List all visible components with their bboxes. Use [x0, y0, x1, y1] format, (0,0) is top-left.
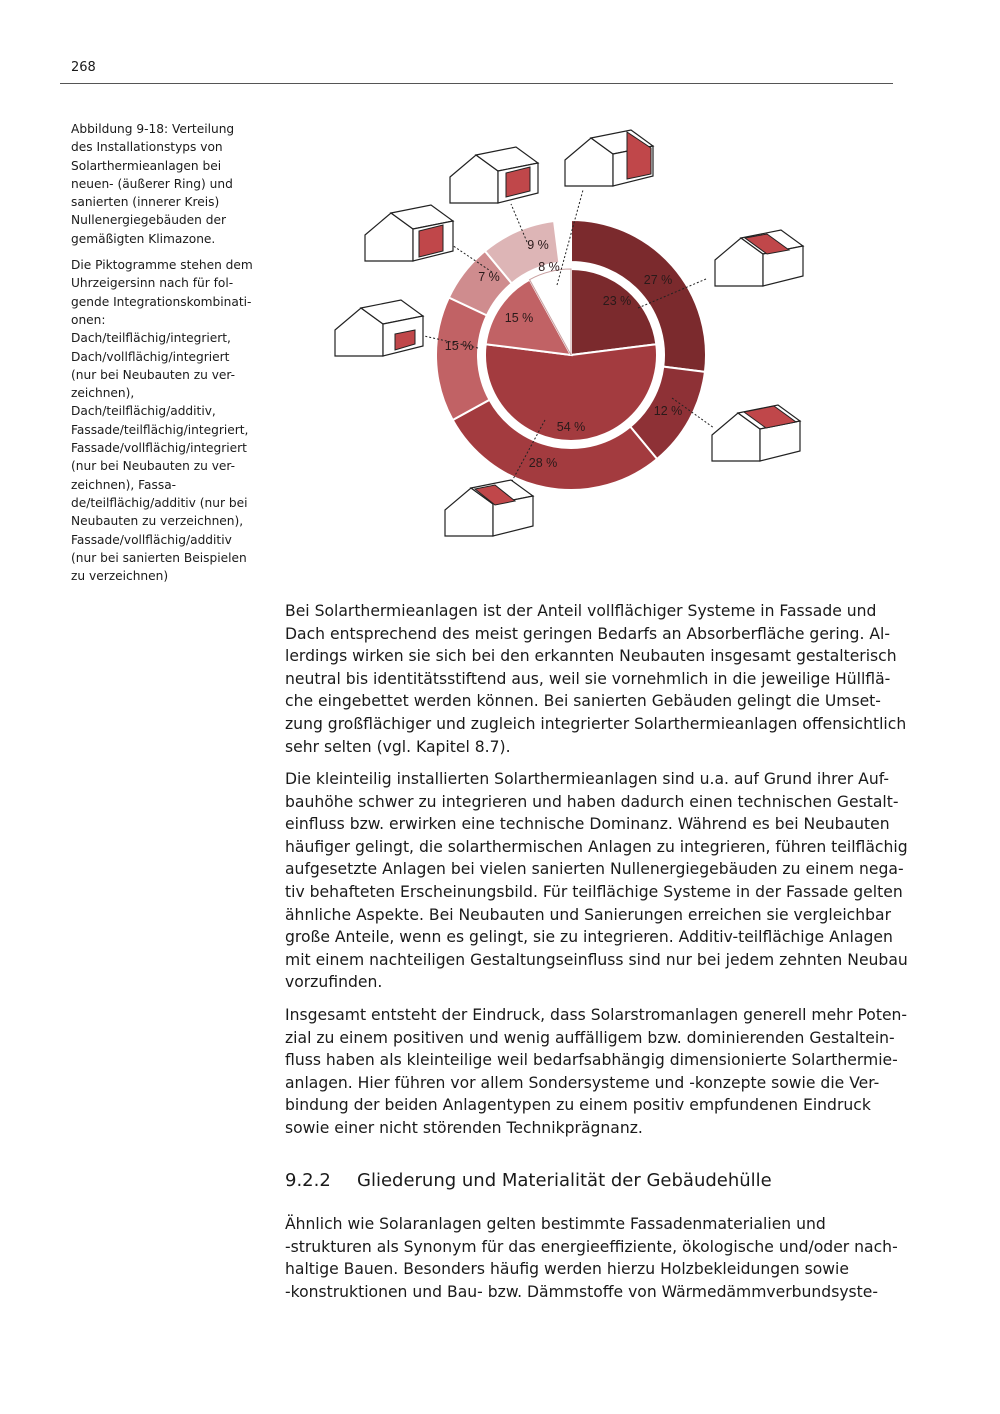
- inner-slice-label: 54 %: [556, 420, 586, 434]
- caption-line: gemäßigten Klimazone.: [71, 231, 216, 246]
- body-paragraph: [285, 600, 907, 758]
- caption-line: (nur bei sanierten Beispielen: [71, 550, 247, 565]
- page-number: 268: [71, 60, 96, 75]
- house-icon-facade-full-integrated: [365, 205, 453, 261]
- installation-type-donut-chart: [280, 110, 920, 570]
- body-line: Bei Solarthermieanlagen ist der Anteil vollflächiger Systeme in Fassade und: [285, 602, 877, 620]
- house-icon-facade-integrated: [565, 130, 653, 186]
- caption-line: des Installationstyps von: [71, 140, 223, 155]
- body-line: sehr selten (vgl. Kapitel 8.7).: [285, 737, 511, 756]
- caption-line: Fassade/teilflächig/integriert,: [71, 422, 249, 437]
- body-line: bauhöhe schwer zu integrieren und haben dadurch einen technischen Gestalt-: [285, 792, 899, 811]
- body-line: che eingebettet werden können. Bei sanierten Gebäuden gelingt die Umset-: [285, 692, 881, 711]
- body-paragraph: [285, 1004, 908, 1140]
- caption-line: Dach/teilflächig/integriert,: [71, 331, 231, 346]
- solar-panel-mark: [419, 225, 443, 257]
- inner-slice-label: 15 %: [504, 311, 534, 325]
- house-icon-roof-full-integrated: [712, 405, 800, 461]
- caption-line: Neubauten zu verzeichnen),: [71, 514, 244, 529]
- house-icon-facade-partial-additive: [450, 147, 538, 203]
- body-paragraph: [285, 768, 908, 994]
- body-line: zial zu einem positiven und wenig auffälligem bzw. dominierenden Gestaltein-: [285, 1028, 895, 1047]
- header-rule: [60, 83, 893, 84]
- caption-line: Nullenergiegebäuden der: [71, 213, 226, 228]
- caption-line: onen:: [71, 312, 106, 327]
- body-line: große Anteile, wenn es gelingt, sie zu integrieren. Additiv-teilflächige Anlagen: [285, 928, 893, 947]
- body-line: -strukturen als Synonym für das energieeffiziente, ökologische und/oder nach-: [285, 1237, 898, 1256]
- body-line: sowie einer nicht störenden Technikprägnanz.: [285, 1118, 643, 1137]
- body-line: häufiger gelingt, die solarthermischen Anlagen zu integrieren, führen teilflächig: [285, 837, 908, 856]
- body-line: Ähnlich wie Solaranlagen gelten bestimmte Fassadenmaterialien und: [285, 1215, 826, 1233]
- body-line: fluss haben als kleinteilige weil bedarfsabhängig dimensionierte Solarthermie-: [285, 1051, 898, 1070]
- caption-line: zu verzeichnen): [71, 569, 169, 584]
- body-paragraph: [285, 1213, 898, 1303]
- body-line: vorzufinden.: [285, 973, 383, 992]
- outer-ring-slice: [436, 298, 490, 421]
- caption-description: [71, 256, 261, 585]
- caption-line: Fassade/vollflächig/additiv: [71, 532, 232, 547]
- caption-line: neuen- (äußerer Ring) und: [71, 176, 233, 191]
- caption-line: Abbildung 9-18: Verteilung: [71, 122, 235, 136]
- house-icon-roof-partial-additive: [445, 480, 533, 536]
- inner-slice-label: 23 %: [602, 294, 632, 308]
- body-line: Dach entsprechend des meist geringen Bedarfs an Absorberfläche gering. Al-: [285, 624, 890, 643]
- caption-line: zeichnen), Fassa-: [71, 477, 177, 492]
- body-line: neutral bis identitätsstiftend aus, weil sie vornehmlich in die jeweilige Hüllflä-: [285, 669, 891, 688]
- section-heading: [285, 1170, 772, 1191]
- caption-line: Solarthermieanlagen bei: [71, 158, 222, 173]
- body-line: bindung der beiden Anlagentypen zu einem positiv empfundenen Eindruck: [285, 1096, 871, 1115]
- body-line: haltige Bauen. Besonders häufig werden hierzu Holzbekleidungen sowie: [285, 1260, 849, 1279]
- caption-title: [71, 120, 261, 248]
- body-line: lerdings wirken sie sich bei den erkannten Neubauten insgesamt gestalterisch: [285, 647, 897, 666]
- caption-line: Dach/vollflächig/integriert: [71, 349, 230, 364]
- caption-line: (nur bei Neubauten zu ver-: [71, 367, 236, 382]
- caption-line: Uhrzeigersinn nach für fol-: [71, 276, 234, 291]
- caption-line: gende Integrationskombinati-: [71, 294, 252, 309]
- section-number: 9.2.2: [285, 1170, 331, 1191]
- caption-line: (nur bei Neubauten zu ver-: [71, 459, 236, 474]
- outer-slice-label: 27 %: [643, 273, 673, 287]
- body-line: einfluss bzw. erwirken eine technische Dominanz. Während es bei Neubauten: [285, 815, 890, 834]
- body-line: -konstruktionen und Bau- bzw. Dämmstoffe von Wärmedämmverbundsyste-: [285, 1282, 879, 1301]
- house-icon-facade-partial-integrated: [335, 300, 423, 356]
- inner-slice-label: 8 %: [538, 260, 560, 274]
- outer-slice-label: 28 %: [528, 456, 558, 470]
- caption-line: sanierten (innerer Kreis): [71, 195, 220, 210]
- caption-line: de/teilflächig/additiv (nur bei: [71, 495, 248, 510]
- body-line: aufgesetzte Anlagen bei vielen sanierten Nullenergiegebäuden zu einem nega-: [285, 860, 904, 879]
- section-title: Gliederung und Materialität der Gebäudehülle: [357, 1170, 772, 1191]
- body-line: ähnliche Aspekte. Bei Neubauten und Sanierungen erreichen sie vergleichbar: [285, 905, 891, 924]
- body-line: mit einem nachteiligen Gestaltungseinfluss sind nur bei jedem zehnten Neubau: [285, 950, 908, 969]
- figure-caption: [71, 120, 261, 593]
- outer-slice-label: 12 %: [653, 404, 683, 418]
- body-line: zung großflächiger und zugleich integrierter Solarthermieanlagen offensichtlich: [285, 714, 907, 733]
- outer-slice-label: 7 %: [478, 270, 500, 284]
- body-line: anlagen. Hier führen vor allem Sondersysteme und -konzepte sowie die Ver-: [285, 1073, 880, 1092]
- caption-line: Die Piktogramme stehen dem: [71, 258, 253, 273]
- body-line: Die kleinteilig installierten Solarthermieanlagen sind u.a. auf Grund ihrer Auf-: [285, 770, 889, 788]
- caption-line: zeichnen),: [71, 386, 135, 401]
- outer-slice-label: 9 %: [527, 238, 549, 252]
- house-icon-roof-partial-integrated: [715, 230, 803, 286]
- body-line: tiv behafteten Erscheinungsbild. Für teilflächige Systeme in der Fassade gelten: [285, 882, 903, 901]
- caption-line: Dach/teilflächig/additiv,: [71, 404, 216, 419]
- body-line: Insgesamt entsteht der Eindruck, dass Solarstromanlagen generell mehr Poten-: [285, 1006, 908, 1024]
- caption-line: Fassade/vollflächig/integriert: [71, 441, 247, 456]
- outer-slice-label: 15 %: [444, 339, 474, 353]
